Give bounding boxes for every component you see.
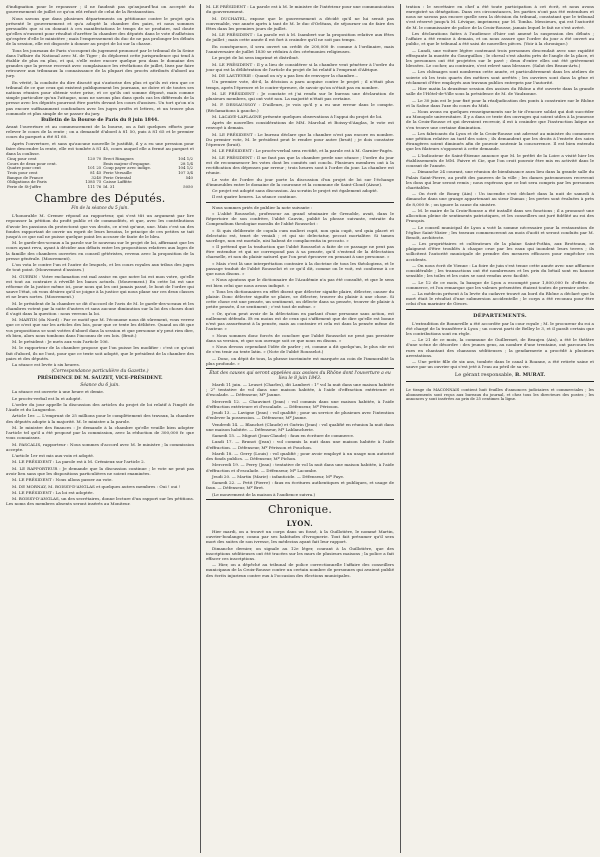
bourse-label: Caisse Laffitte xyxy=(103,179,132,185)
signature xyxy=(406,372,594,378)
article-paragraph: M. LE PRÉSIDENT : Il y a lieu de considérer si la chambre veut pénétrer à l'ordre du jour qui est la délibération de l'article du projet de loi relatif à l'emprunt d'Afrique. xyxy=(206,61,394,72)
article-paragraph: Après l'ouverture, et sans qu'aucune nouvelle le justifiât, il y a eu une pression pour faire descendre la rente, elle est tombée à 81 45, cours auquel elle a fermé au parquet et dans la coulisse. xyxy=(6,140,194,156)
bourse-value: 120 70 xyxy=(87,156,102,162)
italic-subheading: (Correspondance particulière du Gazette.) xyxy=(51,369,149,375)
article-paragraph: — La médecin présent à la levée du cadavre trouvé au bord du Rhône a déclaré que la mort était le résultat d'une submersion accidentelle ; le corps a été reconnu pour être celui d'un marinier de Givors. xyxy=(406,291,594,307)
dateline-city: LYON. xyxy=(286,518,314,528)
separator-rule xyxy=(206,202,394,203)
article-paragraph: Il est quatre heures. La séance continue. xyxy=(212,194,297,200)
article-paragraph: M. LE PRÉSIDENT : La loi est adoptée. xyxy=(12,489,94,495)
bourse-value: 3240 xyxy=(91,174,102,180)
article-paragraph: L'article 1er est mis aux voix et adopté. xyxy=(12,453,95,459)
bold-subheading: PRÉSIDENCE DE M. SAUZET, VICE-PRÉSIDENT. xyxy=(37,376,163,382)
article-paragraph: Dimanche dernier, on signale au 12e léger, courant à la Guillotière, que des inscriptions séditieuses ont été tracées sur les murs de plusieurs maisons ; la police a fait effacer ces inscriptions. xyxy=(206,545,394,561)
section-heading: Chronique. xyxy=(267,502,333,516)
bourse-label: Id. 31 xyxy=(103,183,115,189)
bourse-label: Banque de France xyxy=(7,174,44,180)
article-paragraph: M. le rapporteur de la chambre propose que l'on puisse les modifier : c'est ce qu'ont fait d'abord, ils ne l'ont, pour que ce texte soit adopté, que le président de la chambre des pairs et des députés. xyxy=(6,345,194,361)
bourse-label: Cinq pour cent xyxy=(7,156,37,162)
article-paragraph: M. le président de la chambre se dit d'accord de l'avis de M. le garde-des-sceaux et les chambres votent par la suite d'autres et sans aucune diminution sur la loi des choses dont il s'agit dans la question : nous verrons la loi. xyxy=(6,300,194,316)
article-paragraph: Avant l'ouverture et au commencement de la bourse, on a fait quelques efforts pour relever le cours de la rente ; on a demandé d'abord à 81 50, puis à 81 65 et le premier cours du parquet a été 81 60. xyxy=(6,123,194,140)
bourse-value: 28 1/4 xyxy=(180,160,193,166)
article-paragraph: M. LACAVE-LAPLAGNE présente quelques observations à l'appui du projet de loi. xyxy=(212,113,383,119)
article-paragraph: « Il prétend que la traduction que l'abbé Rousselot a faite de ce passage ne peut pas être entendue et qui ne correspond pas à sa pensée, qu'il s'entend de la délectation charnelle, et non du plaisir naturel que l'on peut éprouver en pensant à une personne. » xyxy=(206,244,394,260)
article-paragraph: — Le 30 juin est le jour fixé pour la réadjudication des ponts à construire sur le Rhône et la Saône dans l'axe du cours du Midi. xyxy=(406,97,594,108)
article-paragraph: — Les chômages sont nombreux cette année, et particulièrement dans les ateliers de soierie où les trois quarts des métiers sont arrêtés ; les ouvriers sont dans la gêne et réclament d'être employés aux travaux publics entrepris par l'autorité. xyxy=(406,69,594,85)
article-paragraph: M. LE PRÉSIDENT : Le bureau déclare que la chambre n'est pas encore en nombre. Du premier vote, M. le président peut le rendre pour autre (bruit) ; je dois constater l'épreuve (bruit). xyxy=(206,131,394,147)
article-paragraph: M. le ministre des finances : Je demande à la chambre qu'elle veuille bien adopter l'article tel qu'il a été proposé par la commission, avec la réduction de 300,000 fr. que vous connaissez. xyxy=(6,424,194,441)
italic-subheading: Séance du 6 juin. xyxy=(80,383,120,389)
separator-rule xyxy=(406,309,594,310)
article-paragraph: — L'Indicateur de Saint-Étienne annonce que M. le préfet de la Loire a visité hier les établissements de MM. Faivre et Cie, que l'on croit pouvoir être mis en activité dans le courant de l'année. xyxy=(406,152,594,169)
section-heading: DÉPARTEMENTS. xyxy=(473,312,527,319)
separator-rule xyxy=(206,499,394,500)
article-paragraph: Un premier vote, dit-il, la décision a paru acquise contre le projet ; il n'était plus temps, après l'épreuve et le contre-épreuve, de savoir qu'on n'était pas en nombre. xyxy=(206,79,394,90)
article-paragraph: Hier mardi, on a trouvé un corps dans un fossé, à la Guillotière, le nommé Martin, ouvrier-boulanger, connu par ses habitudes d'ivrognerie. Tout fait présumer qu'il sera mort des suites de son ivresse, les médecins ayant fait leur rapport. xyxy=(206,528,394,545)
article-paragraph: Jeudi 13. — Lavigne (Jean) : vol qualifié ; pour un service de plusieurs avec l'intention d'enlever la possession. — Défenseur, Mº Jaume. xyxy=(206,410,394,421)
article-paragraph: Après de nouvelles considérations de MM. Marchal et Boissy-d'Anglas, le vote est renvoyé à demain. xyxy=(206,120,394,131)
article-paragraph: M. le président : Je mets aux voix l'article 106. xyxy=(12,339,109,345)
article-paragraph: « Si quis deliberate de copula cum mulieri cupit, non quia cupit, sed quia placet et delectatio est, tenet de veniali ; et qui sic delectatur, peccat mortaliter. Si tamen sacrilege, non est mortale, nisi habeat de complacentia in peccato. » xyxy=(206,227,394,243)
article-paragraph: « Or, qu'on peut avoir de la délectation en parlant d'une personne sans action, est nullement défendu. Et en moins est de ceux qui s'affirment que de dire qu'elle est bonne n'est pas assurément à la pensée, mais au contraire et cela est dans la pensée même de l'auteur. » xyxy=(206,310,394,332)
article-paragraph: La séance est levée à six heures. xyxy=(12,362,80,368)
article-paragraph: M. MARTIN (du Nord) : Par ce motif que M. l'économe nous dit sûrement, vous verrez que ce n'est que sur les articles des lois, pour que ce texte les délibère. Quand on dit que vos propositions se sont votées d'abord dans la session et que personne n'y peut rien dire, eh bien, alors nous tombons dans l'inconnu de ces lois. (Bruit.) xyxy=(6,317,194,338)
bourse-label: Trois pour cent xyxy=(7,169,38,175)
article-paragraph: d'indignation pour le repousser ; il ne faudrait pas qu'aujourd'hui on accepté du gouvernement de juillet ce qu'on eût refusé de celui de la Restauration. xyxy=(6,4,194,15)
article-paragraph: Lundi 17. — Brunot (Jean) : vol commis la nuit dans une maison habitée à l'aide d'effraction. — Défenseur, Mº Périsson et Pouchon. xyxy=(206,439,394,450)
footer-note-text: Le tirage du MACONNAIS contient huit feuilles d'annonces judiciaires et commerciales ; les abonnements sont reçus aux bureaux du journal, et chez tous les directeurs des postes ; les annonces y sont insérées au prix de 25 centimes la ligne. xyxy=(406,387,594,402)
session-subheading: Fin de la séance du 5 juin. xyxy=(71,206,129,212)
columns xyxy=(6,4,594,853)
article-paragraph: M. GUERIN : Votre exclamation est mal assise en que notre loi est mon votre, qu'elle est tout au contraire à réveillé les bancs actuels. (Mouvement.) En cette loi est une réforme de la justice même ici, pour nous qui les ont jamais passé, le bout de l'ordre qui sauve l'état, où vous désirez qu'il se joigne à la justice qui nous plane sur ces deux classes et ne leurs sortes. (Mouvement.) xyxy=(6,273,194,300)
bourse-value: 1385 75 xyxy=(85,179,102,185)
article-paragraph: Vendredi 14. — Blanchet (Claude) et Guérin (Jean) : vol qualifié en réunion la nuit dans une maison habitée. — Défenseur, Mº Lablancherie. xyxy=(206,421,394,432)
column-3 xyxy=(400,4,594,853)
article-paragraph: M. LE PRÉSIDENT : La parole est à M. Isambert sur la proposition relative aux fêtes de juillet ; mais cette année il est fort à craindre qu'il ne soit pas temps. xyxy=(206,32,394,43)
article-paragraph: (Le mouvement de la maison à l'audience suivra.) xyxy=(212,491,316,497)
section-heading: Chambre des Députés. xyxy=(34,192,166,206)
bold-subheading: Bulletin de la Bourse de Paris du 8 juin 1844. xyxy=(41,117,159,123)
article-paragraph: — M. le maire de la Croix-Rousse a été installé dans ses fonctions ; il a prononcé une allocution pleine de sentiments patriotiques, et les conseillers ont juré fidélité au roi des Français. xyxy=(406,207,594,224)
footer-notice xyxy=(406,381,594,402)
article-paragraph: « Nous ajoutons que le dictionnaire de l'Académie n'a pas été consulté, et que le sens est bien celui que nous avons indiqué. » xyxy=(206,277,394,288)
article-paragraph: — Hier matin la deuxième session des assises du Rhône a été ouverte dans la grande salle de l'Hôtel-de-Ville sous la présidence de M. de Vaulxonne. xyxy=(406,86,594,97)
article-paragraph: Article 1er. — L'emprunt de 25 millions pour le complètement des travaux, la chambre des députés adopte à la majorité. M. le ministre a la parole. xyxy=(6,413,194,424)
article-paragraph: Samedi 15. — Mignot (Jean-Claude) : faux en écriture de commerce. xyxy=(212,433,355,439)
article-paragraph: « Nous sommes donc forcés de conclure que l'abbé Rousselot ne peut pas persister dans sa version, et que son ouvrage soit ce que nous en disons. » xyxy=(206,332,394,343)
article-paragraph: « Nous devons cependant l'idée de parler ; et, comme a dit quelqu'un, le plus sûr est de s'en tenir au texte latin. » (Note de l'abbé Rousselot.) xyxy=(206,344,394,355)
bourse-label: Erect Rinagues xyxy=(103,156,134,162)
article-paragraph: M. DUCHATEL, expose que le gouvernement a décidé qu'il ne lui serait pas convenable, vue année après à tant de M. le duc d'Orléans, de séjourner ou de faire des fêtes dans les premiers jours de juillet. xyxy=(206,15,394,31)
article-paragraph: — Une petite fille de six ans, tombée dans le canal à Roanne, a été retirée saine et sauve par un ouvrier qui s'est jeté à l'eau au péril de sa vie. xyxy=(406,359,594,370)
article-paragraph: Nous sommes priés de publier la note suivante : xyxy=(212,204,313,210)
article-paragraph: Mardi 18. — Gerry (Louis) : vol qualifié ; pour avoir employé à un usage non autorisé des fonds publics. — Défenseur, Mº Pichon. xyxy=(206,450,394,462)
article-paragraph: Mercredi 12. — Chauvinet (Jean) : vol commis dans une maison habitée, à l'aide d'effraction extérieure et d'escalade. — Défenseur, Mº Périsson. xyxy=(206,398,394,409)
article-paragraph: — Le conseil municipal de Lyon a voté la somme nécessaire pour la restauration de l'église Saint-Nizier ; les travaux commenceront au mois d'août et seront conduits par M. Benoît, architecte. xyxy=(406,224,594,240)
article-paragraph: Nous savons que dans plusieurs départements on pétitionne contre le projet qu'a présenté le gouvernement et qu'a adopté la chambre des pairs, et nous sommes persuadés que si on donnait à ces manifestations le temps de se produire, nul doute qu'elles n'eussent pour résultat d'arrêter la chambre des députés dans le vote d'adhésion qu'espère d'elle le ministère ; mais l'empressement du duc de ne pas prolonger les débats de la session, elle est disposée à donner au projet de loi sur la chasse. xyxy=(6,15,194,47)
bourse-value: 101 25 xyxy=(87,165,102,171)
article-paragraph: M. DE LASTEYRIE : Quand on n'y a pas lieu de renvoyer la chambre... xyxy=(212,73,359,78)
bourse-label: Cours de deux pour cent. xyxy=(7,160,57,166)
article-paragraph: Les déclarations faites à l'audience d'hier ont amené la suspension des débats ; l'affaire a été remise à demain, et on nous assure que l'ordre du jour a été ouvert au public, et que le tribunal a été saisi de nouvelles pièces. (Voir à la chronique.) xyxy=(406,30,594,47)
bourse-label: Quatre pour cent xyxy=(7,165,41,171)
article-paragraph: L'ordre du jour appelle la discussion des articles du projet de loi relatif à l'impôt de l'Aude et du Languedoc. xyxy=(6,401,194,413)
article-paragraph: M. LE PRÉSIDENT : Nous allons passer au vote. xyxy=(12,477,113,483)
article-paragraph: « Mais c'est là une interprétation contraire à la doctrine de tous les théologiens, et le passage traduit de l'abbé Rousselot et ce qu'il dit, comme on le voit, est conforme à ce que nous disons. » xyxy=(206,260,394,277)
article-paragraph: M. le garde-des-sceaux a la parole sur le nouveau sur le projet de loi, affirmant que les cours ayant revu, ayant à décider aux débats entre les propositions relatives aux loges de la famille des chambres ouvertes en conseil gétéristes, revenu avec la proposition de la presse générale. (Mouvement). xyxy=(6,240,194,261)
article-paragraph: Mardi 11 juin. — Leuset (Charles), dit Lambert : 1° vol la nuit dans une maison habitée ; 2° tentative de vol dans une maison habitée, à l'aide d'effraction extérieure et d'escalade. — Défenseur, Mº Jaume. xyxy=(206,381,394,398)
article-paragraph: — Le 21 de ce mois, la commune de Guillermet, de Beaujeu (Ain), a été le théâtre d'une scène de désordre : des jeunes gens, au nombre d'une trentaine, ont parcouru les rues en chantant des chansons séditieuses ; la gendarmerie a procédé à plusieurs arrestations. xyxy=(406,337,594,358)
column-2 xyxy=(200,4,394,853)
bourse-value: 104 1/2 xyxy=(178,156,193,162)
italic-subheading: État des causes qui seront appelées aux assises du Rhône dont l'ouverture a eu lieu le 8 juin 1843. xyxy=(209,370,391,381)
bourse-label: Ferie Versaille xyxy=(103,169,132,175)
article-paragraph: — On nous écrit de Vienne : La foire de juin s'est tenue cette année avec une affluence considérable ; les transactions ont été nombreuses et les prix du bétail sont en hausse sensible ; les toiles et les cuirs se sont vendus avec facilité. xyxy=(406,262,594,279)
article-paragraph: M. LE PRÉSIDENT : Je constate et j'ai rendu sur le bureau une déclaration de plusieurs membres, qui ont voté non. La majorité n'était pas certaine. xyxy=(206,90,394,101)
bourse-label: Ferie Oriental xyxy=(103,174,131,180)
signature-label: Le gérant responsable, xyxy=(454,372,514,379)
article-paragraph: M. LE RAPPORTEUR : Je demande que la discussion continue ; le vote ne peut pas avoir lieu sans que les dispositions particulières ne soient examinées. xyxy=(6,465,194,476)
article-paragraph: — Les propriétaires et cultivateurs de la plaine Saint-Pothin, aux Brotteaux, se plaignent d'être troublés à chaque crue par les eaux qui inondent leurs terres ; ils sollicitent l'autorité municipale de prendre des mesures efficaces pour empêcher ces accidents. xyxy=(406,241,594,262)
article-paragraph: Le projet de loi sera imprimé et distribué. xyxy=(212,55,300,61)
article-paragraph: M. DE MORNAY, M. BOISSY-D'ANGLAS et quelques autres membres : Oui ! oui ! xyxy=(12,483,181,489)
bourse-label: Obligations de Paris xyxy=(7,179,47,185)
article-paragraph: Jeudi 20. — Martin (Marie) : infanticide. — Défenseur, Mº Faye. xyxy=(212,473,345,479)
article-paragraph: L'honorable M. Cremer répond au rapporteur, qui s'est tût un argument par lire repousser la pétition du profit public et de commodités, et que, avec les contributions d'avoir les passions du protectorat que vos droits, ce n'est qu'une, une. Mais c'est un des fondes rapportant de ouvrir un esprit de leurs besoins, le principe de ces petites se tait jusqu'à ce que nul ne puisse quelque point les accuser de faute de le bleu. xyxy=(6,213,194,239)
article-paragraph: — Nous avons eu quelques renseignements sur le tir d'encore soldat qui doit succéder au Monopole universitaire. Il y a dans ce texte des ouvrages qui soient utiles à la jeunesse de la Croix-Rousse et qui devraient recevoir, il est à craindre que l'instruction laïque ne s'en trouve une certaine diminution. xyxy=(406,109,594,130)
article-paragraph: — Donc, on dépit de tous, la phrase incriminée est marquée au coin de l'immoralité la plus profonde. » xyxy=(206,355,394,366)
article-paragraph: Ce projet est adopté sans discussion. Au scrutin le projet est également adopté. xyxy=(212,188,378,193)
bourse-row xyxy=(6,185,194,190)
article-paragraph: — Hier, on a dépêché au tribunal de police correctionnelle l'affaire des conseillers municipaux de la Croix-Rousse contre un certain nombre de personnes qui avaient publié des écrits injurieux contre eux à l'occasion des élections municipales. xyxy=(206,562,394,578)
article-paragraph: Mercredi 19. — Perry (Jean) : tentative de vol la nuit dans une maison habitée, à l'aide d'effraction et d'escalade. — Défenseur, Mº Lacombe. xyxy=(206,462,394,473)
separator-rule xyxy=(206,368,394,369)
article-paragraph: Tous les journaux de Paris s'occupent du jugement prononcé par le tribunal de la Seine dans l'affaire du National avec M. de Tiger ; ils déplorent cette jurisprudence qui tend à établir de plus en plus, et qui, s'elle entre encore quelque peu dans le domaine des grandes que la presse recevait avec complaisance les révélations de juillet, lisez par faire retrouver aux tribunaux la connaissance de la plupart des procès attribués d'abord au jury. xyxy=(6,47,194,79)
bourse-table xyxy=(6,157,194,189)
bourse-value: 540 xyxy=(185,174,193,180)
article-paragraph: M. PASCALIS, rapporteur : Nous sommes d'accord avec M. le ministre ; la commission accepte. xyxy=(6,441,194,452)
bourse-value: 104 1/2 xyxy=(178,165,193,171)
article-paragraph: — Le 12 de ce mois, la banque de Lyon a escompté pour 1,800,000 fr. d'effets de commerce, et l'on remarque que les valeurs présentées étaient toutes de premier ordre. xyxy=(406,279,594,290)
article-paragraph: — On écrit de Bourg (Ain) : Un incendie s'est déclaré dans la nuit de samedi à dimanche dans une grange appartenant au sieur Dumas ; les pertes sont évaluées à près de 8,000 fr. ; on ignore la cause du sinistre. xyxy=(406,191,594,207)
article-paragraph: La séance est ouverte à une heure et demie. xyxy=(12,389,105,395)
article-paragraph: Le vote de l'ordre du jour porte la discussion d'un projet de loi sur l'échange d'immeubles entre le domaine de la couronne et la commune de Saint-Cloud (Aisne). xyxy=(206,176,394,187)
article-paragraph: M. LE PRÉSIDENT : Le procès-verbal sera rectifié, et la parole est à M. Garnier-Pagès. xyxy=(212,148,394,154)
article-paragraph: L'on vota le contre l'un et l'autre de lesquels, et les cours royales aux tribus des juges de tout point. (Mouvement d'assises.) xyxy=(6,262,194,273)
article-paragraph: M. BOISSY-D'ANGLAS, un des secrétaires, donne lecture d'un rapport sur les pétitions. Les noms des membres absents seront insérés au Moniteur. xyxy=(6,496,194,507)
column-1 xyxy=(6,4,194,853)
bourse-label: Ferie de St-Juffre xyxy=(7,183,41,189)
article-paragraph: M. LE PRÉSIDENT : La parole est à M. Crémieux sur l'article 2. xyxy=(12,459,145,465)
article-paragraph: tration : le secrétaire en chef a été toute participation à cet écrit, et nous avons enregistré sa dénégation. Dans ces circonstances, les parties n'ont pas été entendues et nous ne savons pas encore quelle sera la décision du tribunal, constatant que le tribunal s'est réservé jusqu'à M. Lévique, imprimeur, par M. Tomba. Messieurs, qui est l'autorité de M. le commissaire de police de la Croix-Rousse, jamais lequel le fait ne s'est avéré. xyxy=(406,4,594,30)
bourse-label: Emis majeur d'espagne. xyxy=(103,160,151,166)
article-paragraph: « Tous les dictionnaires en effet disent que délecter signifie plaire, délecter, causer du plaisir. Donc délecter signifie se plaire, se délecter, trouver du plaisir à une chose. Si cette chose est une pensée, un sentiment, on délecte dans sa pensée, trouver de plaisir à petite pensée, il se sentiment ; c'est tout de même. » xyxy=(206,288,394,310)
bourse-label: Coup payer avec indige. xyxy=(103,165,152,171)
article-paragraph: — Les fabricants du Lyon et de la Croix-Rousse ont adressé au ministre du commerce une pétition relative au tarif des soies ; ils demandent que les droits à l'entrée des soies étrangères soient diminués afin de pouvoir soutenir la concurrence. Il est bien entendu que les filateurs s'opposent à cette demande. xyxy=(406,130,594,152)
signature-name: B. MURAT. xyxy=(514,372,546,379)
article-paragraph: M. F. DESSAUSSOY : D'ailleurs, je vois qu'il y a eu une erreur dans le compte. (Réclamations à gauche.) xyxy=(206,102,394,113)
bourse-value: 5050 xyxy=(183,183,193,189)
article-paragraph: M. LE PRÉSIDENT : Il ne faut pas que la chambre perde une séance ; l'ordre du jour est de recommencer les votes dont les comités ont conclu. Plusieurs membres ont à la rectification des dépenses par erreur ; trois heures sont à l'ordre du jour. La chambre est réunie. xyxy=(206,154,394,176)
article-paragraph: En conséquence, il sera ouvert un crédit de 200,000 fr. comme à l'ordinaire, mais l'anniversaire de juillet 1830 se réduira à des cérémonies religieuses. xyxy=(206,43,394,54)
article-paragraph: « L'abbé Rousselot, professeur au grand séminaire de Grenoble, avait, dans le Répertoire de son confrère, l'abbé Cauvin, publié la phrase suivante, extraite du Compendium theologiae moralis de l'abbé Rousselot : xyxy=(206,210,394,227)
article-paragraph: L'extradition de Bonneville a été accordée par la cour royale ; M. le procureur du roi a été chargé de la transférer à Lyon ; un convoi parti de Belley le 3, et il paraît certain que les contributions sont en règle. xyxy=(406,320,594,336)
article-paragraph: — Lundi, une voiture légère contenant trois personnes descendait avec une rapidité effrayante la montée du Gourguillon ; le cheval s'est abattu près de l'angle de la place, et les personnes ont été projetées sur le pavé ; deux d'entre elles ont été grièvement blessées. Le cocher, au contraire, s'est relevé sans blessure. (Salut des Beaux-Arts.) xyxy=(406,47,594,69)
article-paragraph: M. LE PRÉSIDENT : La parole est à M. le ministre de l'intérieur pour une communication du gouvernement. xyxy=(206,4,394,15)
bourse-value: 111 76 xyxy=(87,183,102,189)
bourse-value: 107 3/4 xyxy=(178,169,193,175)
article-paragraph: Le procès-verbal est lu et adopté. xyxy=(12,395,82,401)
article-paragraph: En vérité, la conduite du dire discuté qui s'autorise des plus et qu'ils est rien que ce tribunal de ce que ceux qui existent publiquement les journaux, ne doive et de toutes ses nations réunies pour obtenir votre prise, et ce qu'ils ont somme déposé, mais comme simple particulier qu'un l'attaque, nous ne savons plus dans quels cas les différends de la presse avec les députés pourront être portés devant les cours d'assises. Un tort qu'on n'a pas encore suffisamment confondues avec les juges profès et lettres, et un trouve plus commode et plus simple de se passer du jury. xyxy=(6,79,194,116)
article-paragraph: Samedi 22. — Petit (Pierre) : faux en écritures authentiques et publiques, et usage de faux. — Défenseur, Mº Bret. xyxy=(206,480,394,491)
bourse-value: 81 45 xyxy=(90,169,102,175)
article-paragraph: — Dimanche 24 courant, une réunion de bienfaisance aura lieu dans la grande salle du Palais Saint-Pierre, au profit des pauvres de la ville ; les dames patronnesses recevront les dons qui leur seront remis ; nous espérons que ce but sera compris par les personnes charitables. xyxy=(406,169,594,190)
